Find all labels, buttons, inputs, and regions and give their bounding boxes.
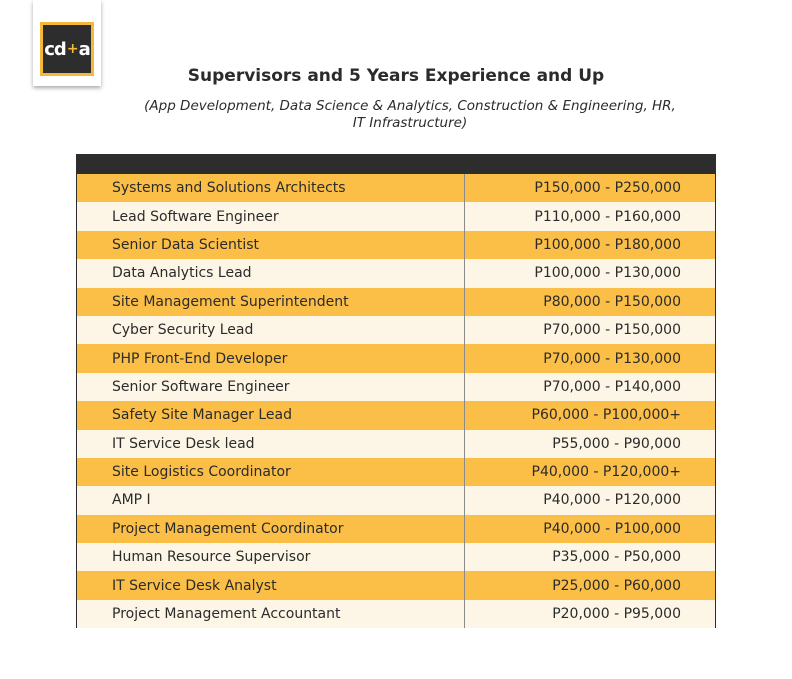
salary-cell: P20,000 - P95,000: [552, 606, 681, 623]
table-row: [77, 515, 715, 543]
role-cell: Lead Software Engineer: [77, 202, 465, 230]
table-row: [77, 401, 715, 429]
salary-cell: P70,000 - P140,000: [543, 378, 681, 395]
page-subtitle: (App Development, Data Science & Analytics, Construction & Engineering, HR, IT Infrastructure): [144, 98, 676, 131]
table-row: [77, 458, 715, 486]
salary-cell: P55,000 - P90,000: [552, 435, 681, 452]
table-body: [77, 174, 715, 628]
table-row: [77, 259, 715, 287]
role-cell: Senior Data Scientist: [77, 231, 465, 259]
table-row: [77, 373, 715, 401]
salary-cell: P25,000 - P60,000: [552, 577, 681, 594]
role-cell: IT Service Desk lead: [77, 430, 465, 458]
salary-cell: P60,000 - P100,000+: [531, 407, 681, 424]
logo-text-plus: +: [66, 41, 78, 57]
table-row: [77, 486, 715, 514]
role-cell: Data Analytics Lead: [77, 259, 465, 287]
role-cell: AMP I: [77, 486, 465, 514]
salary-table: [76, 154, 716, 628]
logo-text-right: a: [78, 38, 90, 60]
role-cell: Project Management Coordinator: [77, 515, 465, 543]
salary-cell: P100,000 - P130,000: [534, 265, 681, 282]
logo-text-left: cd: [44, 38, 66, 60]
salary-cell: P40,000 - P100,000: [543, 520, 681, 537]
role-cell: Human Resource Supervisor: [77, 543, 465, 571]
table-row: [77, 430, 715, 458]
role-cell: Project Management Accountant: [77, 600, 465, 628]
role-cell: IT Service Desk Analyst: [77, 571, 465, 599]
page-title: Supervisors and 5 Years Experience and Up: [187, 66, 605, 86]
table-row: [77, 571, 715, 599]
table-row: [77, 600, 715, 628]
table-row: [77, 344, 715, 372]
table-row: [77, 231, 715, 259]
table-row: [77, 202, 715, 230]
table-header: [77, 154, 715, 174]
table-row: [77, 543, 715, 571]
salary-cell: P70,000 - P130,000: [543, 350, 681, 367]
salary-cell: P100,000 - P180,000: [534, 236, 681, 253]
salary-cell: P40,000 - P120,000: [543, 492, 681, 509]
salary-cell: P70,000 - P150,000: [543, 322, 681, 339]
role-cell: Site Logistics Coordinator: [77, 458, 465, 486]
role-cell: Senior Software Engineer: [77, 373, 465, 401]
role-cell: PHP Front-End Developer: [77, 344, 465, 372]
salary-cell: P150,000 - P250,000: [534, 180, 681, 197]
role-cell: Systems and Solutions Architects: [77, 174, 465, 202]
table-row: [77, 316, 715, 344]
salary-cell: P80,000 - P150,000: [543, 293, 681, 310]
salary-cell: P110,000 - P160,000: [534, 208, 681, 225]
salary-cell: P40,000 - P120,000+: [531, 464, 681, 481]
role-cell: Safety Site Manager Lead: [77, 401, 465, 429]
table-row: [77, 288, 715, 316]
table-row: [77, 174, 715, 202]
role-cell: Site Management Superintendent: [77, 288, 465, 316]
role-cell: Cyber Security Lead: [77, 316, 465, 344]
salary-cell: P35,000 - P50,000: [552, 549, 681, 566]
